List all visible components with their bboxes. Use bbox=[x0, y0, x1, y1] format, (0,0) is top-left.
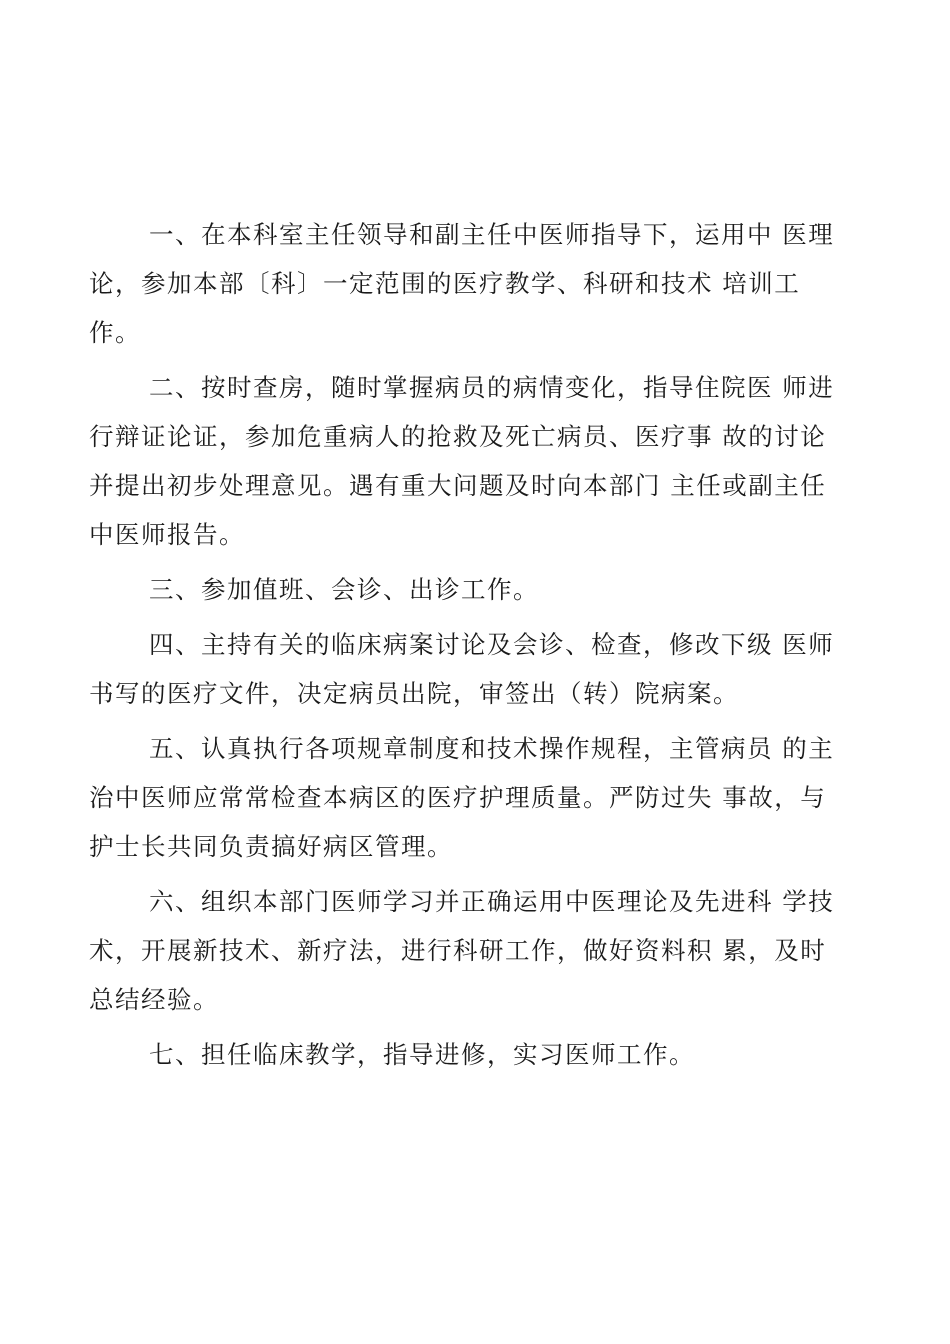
paragraph-2 bbox=[89, 363, 861, 559]
paragraph-line: 治中医师应常常检查本病区的医疗护理质量。严防过失 事故，与 bbox=[89, 783, 827, 812]
paragraph-line: 护士长共同负责搞好病区管理。 bbox=[89, 832, 453, 861]
paragraph-line: 论，参加本部〔科〕一定范围的医疗教学、科研和技术 培训工 bbox=[89, 269, 801, 298]
paragraph-6 bbox=[89, 877, 861, 1024]
paragraph-line: 六、组织本部门医师学习并正确运用中医理论及先进科 学技 bbox=[149, 887, 835, 916]
paragraph-line: 行辩证论证，参加危重病人的抢救及死亡病员、医疗事 故的讨论 bbox=[89, 422, 827, 451]
paragraph-7 bbox=[89, 1030, 861, 1079]
paragraph-line: 并提出初步处理意见。遇有重大问题及时向本部门 主任或副主任 bbox=[89, 471, 827, 500]
paragraph-4 bbox=[89, 620, 861, 718]
paragraph-line: 一、在本科室主任领导和副主任中医师指导下，运用中 医理 bbox=[149, 220, 835, 249]
paragraph-1 bbox=[89, 210, 861, 357]
paragraph-line: 中医师报告。 bbox=[89, 520, 245, 549]
paragraph-line: 作。 bbox=[89, 318, 141, 347]
paragraph-3 bbox=[89, 565, 861, 614]
paragraph-line: 三、参加值班、会诊、出诊工作。 bbox=[149, 575, 539, 604]
paragraph-line: 四、主持有关的临床病案讨论及会诊、检查，修改下级 医师 bbox=[149, 630, 835, 659]
paragraph-5 bbox=[89, 724, 861, 871]
paragraph-line: 书写的医疗文件，决定病员出院，审签出（转）院病案。 bbox=[89, 679, 739, 708]
paragraph-line: 七、担任临床教学，指导进修，实习医师工作。 bbox=[149, 1040, 695, 1069]
paragraph-line: 术，开展新技术、新疗法，进行科研工作，做好资料积 累，及时 bbox=[89, 936, 827, 965]
paragraph-line: 二、按时查房，随时掌握病员的病情变化，指导住院医 师进 bbox=[149, 373, 835, 402]
paragraph-line: 总结经验。 bbox=[89, 985, 219, 1014]
paragraph-line: 五、认真执行各项规章制度和技术操作规程，主管病员 的主 bbox=[149, 734, 835, 763]
document-body bbox=[89, 210, 861, 1085]
